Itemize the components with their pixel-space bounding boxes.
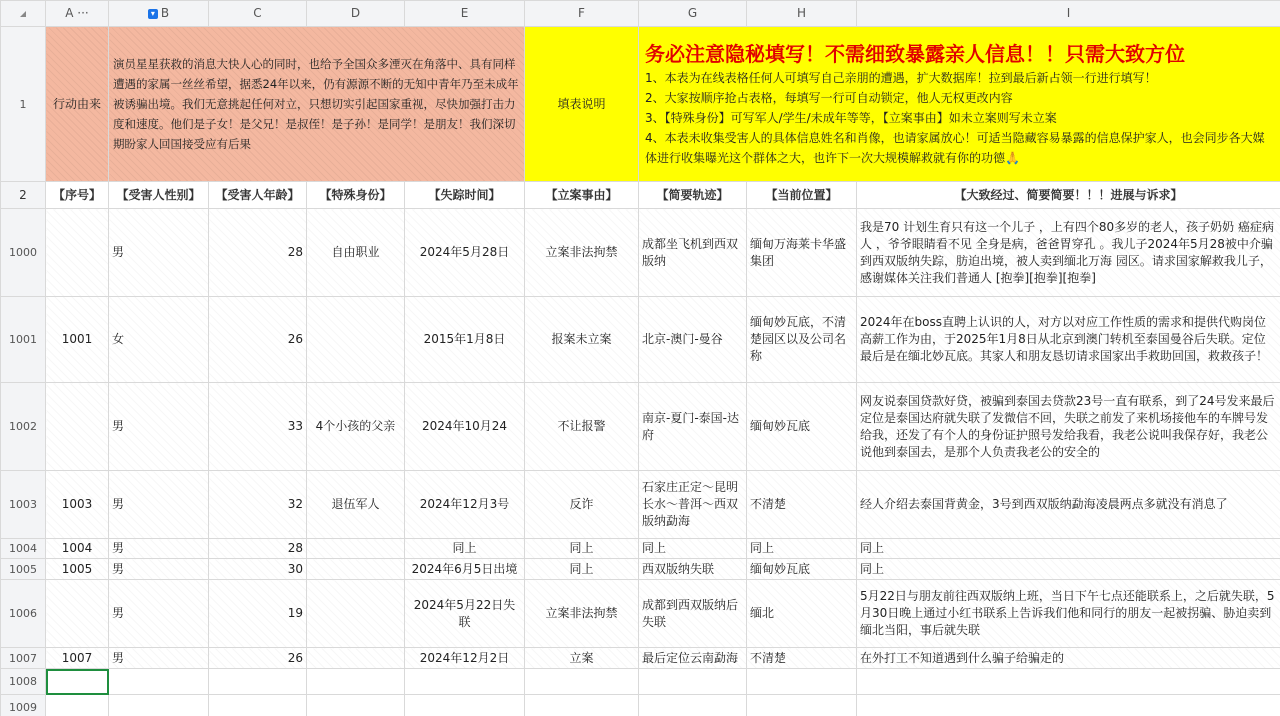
cell-index[interactable] (46, 695, 109, 716)
table-row (1, 559, 1280, 580)
cell-gender[interactable]: 男 (109, 648, 209, 669)
table-row (1, 580, 1280, 648)
cell-location[interactable]: 缅甸妙瓦底 (747, 383, 857, 471)
cell-case-reason[interactable]: 同上 (525, 539, 639, 559)
cell-index[interactable]: 1004 (46, 539, 109, 559)
table-row (1, 539, 1280, 559)
notice-line-4: 4、本表未收集受害人的具体信息姓名和肖像，也请家属放心！可适当隐藏容易暴露的信息保护家人，也会同步各大媒体进行收集曝光这个群体之大，也许下一次大规模解救就有你的功德🙏 (645, 131, 1265, 165)
notice-line-3: 3、【特殊身份】可写军人/学生/未成年等等，【立案事由】如未立案则写未立案 (645, 111, 1057, 125)
header-cell-missing-time[interactable]: 【失踪时间】 (405, 182, 525, 209)
cell-identity[interactable] (307, 580, 405, 648)
row-number[interactable]: 1006 (1, 580, 46, 648)
header-cell-details[interactable]: 【大致经过、简要简要！！！进展与诉求】 (857, 182, 1280, 209)
cell-details[interactable]: 5月22日与朋友前往西双版纳上班，当日下午七点还能联系上，之后就失联，5月30日晚上通过小红书联系上告诉我们他和同行的朋友一起被拐骗、胁迫卖到缅北当阳，事后就失联 (857, 580, 1280, 648)
row-number[interactable]: 1000 (1, 209, 46, 297)
header-cell-location[interactable]: 【当前位置】 (747, 182, 857, 209)
cell-route[interactable]: 南京-夏门-泰国-达府 (639, 383, 747, 471)
cell-location[interactable]: 缅甸妙瓦底，不清楚园区以及公司名称 (747, 297, 857, 383)
table-row (1, 471, 1280, 539)
header-cell-gender[interactable]: 【受害人性别】 (109, 182, 209, 209)
header-cell-age[interactable]: 【受害人年龄】 (209, 182, 307, 209)
origin-text-cell[interactable]: 演员星星获救的消息大快人心的同时，也给予全国众多湮灭在角落中、具有同样遭遇的家属一丝丝希望，据悉24年以来，仍有源源不断的无知中青年乃至未成年被诱骗出境。我们无意挑起任何对立，只想切实引起国家重视，尽快加强打击力度和速度。他们是子女！是父兄！是叔侄！是子孙！是同学！是朋友！我们深切期盼家人回国接受应有后果 (109, 27, 525, 182)
cell-case-reason[interactable]: 立案 (525, 648, 639, 669)
cell-index[interactable]: 1001 (46, 297, 109, 383)
row-number[interactable]: 1005 (1, 559, 46, 580)
cell-details[interactable]: 经人介绍去泰国背黄金，3号到西双版纳勐海凌晨两点多就没有消息了 (857, 471, 1280, 539)
cell-age[interactable]: 28 (209, 209, 307, 297)
sheet-row-2 (1, 182, 1280, 209)
cell-case-reason[interactable] (525, 669, 639, 695)
cell-missing-time[interactable]: 同上 (405, 539, 525, 559)
header-cell-identity[interactable]: 【特殊身份】 (307, 182, 405, 209)
header-cell-case-reason[interactable]: 【立案事由】 (525, 182, 639, 209)
cell-details[interactable]: 同上 (857, 559, 1280, 580)
cell-details[interactable]: 网友说泰国贷款好贷，被骗到泰国去贷款23号一直有联系，到了24号发来最后定位是泰国达府就失联了发微信不回，失联之前发了来机场接他车的车牌号发给我，还发了有个人的身份证护照号发给我看，我老公说叫我保存好，我老公说他到泰国去，是那个人负责我老公的安全的 (857, 383, 1280, 471)
cell-gender[interactable]: 男 (109, 209, 209, 297)
cell-case-reason[interactable]: 反诈 (525, 471, 639, 539)
cell-identity[interactable]: 自由职业 (307, 209, 405, 297)
cell-identity[interactable] (307, 695, 405, 716)
table-row (1, 695, 1280, 716)
cell-identity[interactable]: 退伍军人 (307, 471, 405, 539)
cell-missing-time[interactable]: 2024年5月22日失联 (405, 580, 525, 648)
cell-location[interactable]: 不清楚 (747, 471, 857, 539)
cell-index[interactable] (46, 669, 109, 695)
table-row (1, 648, 1280, 669)
row-number[interactable]: 1002 (1, 383, 46, 471)
cell-gender[interactable]: 男 (109, 559, 209, 580)
column-header-h[interactable]: H (747, 1, 857, 27)
cell-age[interactable] (209, 695, 307, 716)
row-number[interactable]: 1001 (1, 297, 46, 383)
notice-line-2: 2、大家按顺序抢占表格，每填写一行可自动锁定，他人无权更改内容 (645, 91, 1013, 105)
column-header-a[interactable]: A ··· (46, 1, 109, 27)
cell-identity[interactable] (307, 559, 405, 580)
cell-index[interactable]: 1007 (46, 648, 109, 669)
cell-case-reason[interactable]: 同上 (525, 559, 639, 580)
cell-missing-time[interactable] (405, 695, 525, 716)
cell-location[interactable]: 不清楚 (747, 648, 857, 669)
cell-missing-time[interactable]: 2024年12月3号 (405, 471, 525, 539)
cell-route[interactable]: 石家庄正定～昆明长水～普洱～西双版纳勐海 (639, 471, 747, 539)
table-row (1, 383, 1280, 471)
cell-route[interactable]: 最后定位云南勐海 (639, 648, 747, 669)
cell-missing-time[interactable]: 2024年10月24 (405, 383, 525, 471)
header-cell-route[interactable]: 【简要轨迹】 (639, 182, 747, 209)
cell-route[interactable] (639, 695, 747, 716)
cell-age[interactable]: 26 (209, 648, 307, 669)
cell-location[interactable] (747, 669, 857, 695)
instructions-cell[interactable] (639, 27, 1280, 182)
select-all-icon (20, 11, 26, 17)
cell-location[interactable]: 同上 (747, 539, 857, 559)
cell-gender[interactable]: 男 (109, 539, 209, 559)
column-header-b[interactable]: ▾ B (109, 1, 209, 27)
cell-details[interactable]: 同上 (857, 539, 1280, 559)
cell-route[interactable]: 成都坐飞机到西双版纳 (639, 209, 747, 297)
sheet-row-1 (1, 27, 1280, 182)
table-row (1, 209, 1280, 297)
cell-location[interactable]: 缅甸万海莱卡华盛集团 (747, 209, 857, 297)
cell-route[interactable]: 西双版纳失联 (639, 559, 747, 580)
cell-details[interactable]: 2024年在boss直聘上认识的人，对方以对应工作性质的需求和提供代购岗位高薪工作为由，于2025年1月8日从北京到澳门转机至泰国曼谷后失联。定位最后是在缅北妙瓦底。其家人和朋友恳切请求国家出手救助回国，救救孩子！ (857, 297, 1280, 383)
cell-identity[interactable] (307, 297, 405, 383)
cell-missing-time[interactable]: 2024年5月28日 (405, 209, 525, 297)
column-header-e[interactable]: E (405, 1, 525, 27)
cell-gender[interactable] (109, 669, 209, 695)
table-row (1, 297, 1280, 383)
cell-route[interactable]: 成都到西双版纳后失联 (639, 580, 747, 648)
cell-index[interactable] (46, 383, 109, 471)
notice-line-1: 1、本表为在线表格任何人可填写自己亲朋的遭遇，扩大数据库！拉到最后新占领一行进行填写！ (645, 71, 1157, 85)
cell-age[interactable]: 33 (209, 383, 307, 471)
cell-details[interactable]: 在外打工不知道遇到什么骗子给骗走的 (857, 648, 1280, 669)
cell-case-reason[interactable]: 报案未立案 (525, 297, 639, 383)
column-menu-icon[interactable]: ··· (77, 6, 89, 20)
cell-age[interactable] (209, 669, 307, 695)
row-number[interactable]: 1009 (1, 695, 46, 716)
column-header-i[interactable]: I (857, 1, 1280, 27)
cell-case-reason[interactable]: 不让报警 (525, 383, 639, 471)
cell-route[interactable] (639, 669, 747, 695)
cell-case-reason[interactable] (525, 695, 639, 716)
cell-index[interactable] (46, 209, 109, 297)
row-number[interactable]: 1003 (1, 471, 46, 539)
row-number[interactable]: 1 (1, 27, 46, 182)
cell-index[interactable]: 1005 (46, 559, 109, 580)
cell-details[interactable]: 我是70 计划生育只有这一个儿子 ，上有四个80多岁的老人，孩子奶奶 癌症病人 ，爷爷眼睛看不见 全身是病，爸爸胃穿孔 。我儿子2024年5月28被中介骗到西双版纳失踪，肪迫出境，被人卖到缅北万海 园区。请求国家解救我儿子，感谢媒体关注我们普通人 [抱拳][抱拳][抱拳] (857, 209, 1280, 297)
origin-label-cell[interactable]: 行动由来 (46, 27, 109, 182)
cell-gender[interactable] (109, 695, 209, 716)
cell-missing-time[interactable]: 2024年12月2日 (405, 648, 525, 669)
cell-identity[interactable]: 4个小孩的父亲 (307, 383, 405, 471)
row-number[interactable]: 1007 (1, 648, 46, 669)
cell-location[interactable] (747, 695, 857, 716)
column-header-d[interactable]: D (307, 1, 405, 27)
cell-gender[interactable]: 男 (109, 383, 209, 471)
cell-location[interactable]: 缅北 (747, 580, 857, 648)
cell-identity[interactable] (307, 648, 405, 669)
column-header-row (1, 1, 1280, 27)
cell-case-reason[interactable]: 立案非法拘禁 (525, 580, 639, 648)
cell-details[interactable] (857, 669, 1280, 695)
cell-identity[interactable] (307, 539, 405, 559)
cell-location[interactable]: 缅甸妙瓦底 (747, 559, 857, 580)
cell-age[interactable]: 19 (209, 580, 307, 648)
cell-missing-time[interactable]: 2024年6月5日出境 (405, 559, 525, 580)
cell-index[interactable] (46, 580, 109, 648)
cell-age[interactable]: 26 (209, 297, 307, 383)
cell-route[interactable]: 同上 (639, 539, 747, 559)
row-number[interactable]: 1004 (1, 539, 46, 559)
cell-details[interactable] (857, 695, 1280, 716)
cell-gender[interactable]: 男 (109, 471, 209, 539)
cell-gender[interactable]: 女 (109, 297, 209, 383)
notice-title: 务必注意隐秘填写！不需细致暴露亲人信息！！只需大致方位 (645, 42, 1185, 66)
table-row (1, 669, 1280, 695)
column-header-g[interactable]: G (639, 1, 747, 27)
column-header-f[interactable]: F (525, 1, 639, 27)
cell-gender[interactable]: 男 (109, 580, 209, 648)
instructions-label-cell[interactable]: 填表说明 (525, 27, 639, 182)
cell-identity[interactable] (307, 669, 405, 695)
filter-icon[interactable]: ▾ (148, 9, 158, 19)
cell-route[interactable]: 北京-澳门-曼谷 (639, 297, 747, 383)
header-cell-index[interactable]: 【序号】 (46, 182, 109, 209)
column-header-c[interactable]: C (209, 1, 307, 27)
cell-case-reason[interactable]: 立案非法拘禁 (525, 209, 639, 297)
cell-age[interactable]: 32 (209, 471, 307, 539)
row-number[interactable]: 1008 (1, 669, 46, 695)
cell-missing-time[interactable]: 2015年1月8日 (405, 297, 525, 383)
select-all-corner[interactable] (1, 1, 46, 27)
row-number[interactable]: 2 (1, 182, 46, 209)
cell-age[interactable]: 30 (209, 559, 307, 580)
cell-index[interactable]: 1003 (46, 471, 109, 539)
cell-missing-time[interactable] (405, 669, 525, 695)
cell-age[interactable]: 28 (209, 539, 307, 559)
